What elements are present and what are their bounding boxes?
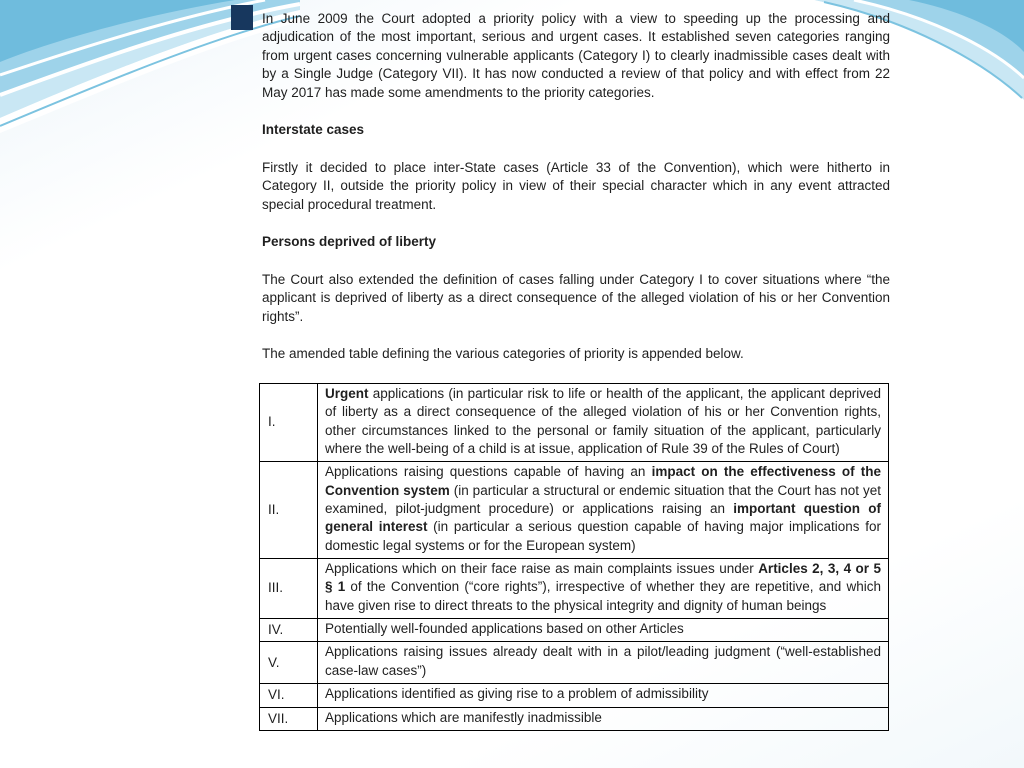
table-row-category-vi bbox=[260, 684, 889, 707]
category-description-cell: Applications raising issues already dealt with in a pilot/leading judgment (“well-established case-law cases”) bbox=[318, 642, 889, 684]
paragraph-interstate-cases: Firstly it decided to place inter-State cases (Article 33 of the Convention), which were hitherto in Category II, outside the priority policy in view of their special character which in any event attracted special procedural treatment. bbox=[262, 159, 890, 212]
section-heading-interstate-cases: Interstate cases bbox=[262, 122, 365, 138]
priority-categories-table bbox=[259, 383, 889, 731]
table-row-category-i bbox=[260, 383, 889, 461]
table-row-category-iii bbox=[260, 559, 889, 619]
category-description-cell: Applications identified as giving rise to a problem of admissibility bbox=[318, 684, 889, 707]
wave-swoosh-left-icon bbox=[0, 0, 300, 145]
navy-accent-box bbox=[231, 5, 253, 30]
category-description-cell: Potentially well-founded applications based on other Articles bbox=[318, 619, 889, 642]
category-numeral-cell: VII. bbox=[260, 707, 318, 730]
category-numeral-cell: V. bbox=[260, 642, 318, 684]
slide-content bbox=[262, 10, 890, 731]
paragraph-persons-deprived-of-liberty: The Court also extended the definition of cases falling under Category I to cover situations where “the applicant is deprived of liberty as a direct consequence of the alleged violation of his or her Convention rights”. bbox=[262, 271, 890, 324]
category-numeral-cell: I. bbox=[260, 383, 318, 461]
category-description-cell: Applications which on their face raise as main complaints issues under Articles 2, 3, 4 or 5 § 1 of the Convention (“core rights”), irrespective of whether they are repetitive, and which have given rise to direct threats to the physical integrity and dignity of human beings bbox=[318, 559, 889, 619]
section-heading-persons-deprived-of-liberty: Persons deprived of liberty bbox=[262, 234, 437, 250]
category-description-cell: Applications raising questions capable of having an impact on the effectiveness of the Convention system (in particular a structural or endemic situation that the Court has not yet examined, pilot-judgment procedure) or applications raising an important question of general interest (in particular a serious question capable of having major implications for domestic legal systems or for the European system) bbox=[318, 462, 889, 559]
category-numeral-cell: VI. bbox=[260, 684, 318, 707]
table-row-category-ii bbox=[260, 462, 889, 559]
category-numeral-cell: III. bbox=[260, 559, 318, 619]
category-description-cell: Applications which are manifestly inadmissible bbox=[318, 707, 889, 730]
category-description-cell: Urgent applications (in particular risk to life or health of the applicant, the applicant deprived of liberty as a direct consequence of the alleged violation of his or her Convention rights, other circumstances linked to the personal or family situation of the applicant, particularly where the well-being of a child is at issue, application of Rule 39 of the Rules of Court) bbox=[318, 383, 889, 461]
table-row-category-v bbox=[260, 642, 889, 684]
table-row-category-iv bbox=[260, 619, 889, 642]
category-numeral-cell: II. bbox=[260, 462, 318, 559]
paragraph-table-intro: The amended table defining the various categories of priority is appended below. bbox=[262, 346, 744, 362]
category-numeral-cell: IV. bbox=[260, 619, 318, 642]
table-row-category-vii bbox=[260, 707, 889, 730]
paragraph-intro: In June 2009 the Court adopted a priority policy with a view to speeding up the processing and adjudication of the most important, serious and urgent cases. It established seven categories ranging from urgent cases concerning vulnerable applicants (Category I) to clearly inadmissible cases dealt with by a Single Judge (Category VII). It has now conducted a review of that policy and with effect from 22 May 2017 has made some amendments to the priority categories. bbox=[262, 11, 890, 100]
